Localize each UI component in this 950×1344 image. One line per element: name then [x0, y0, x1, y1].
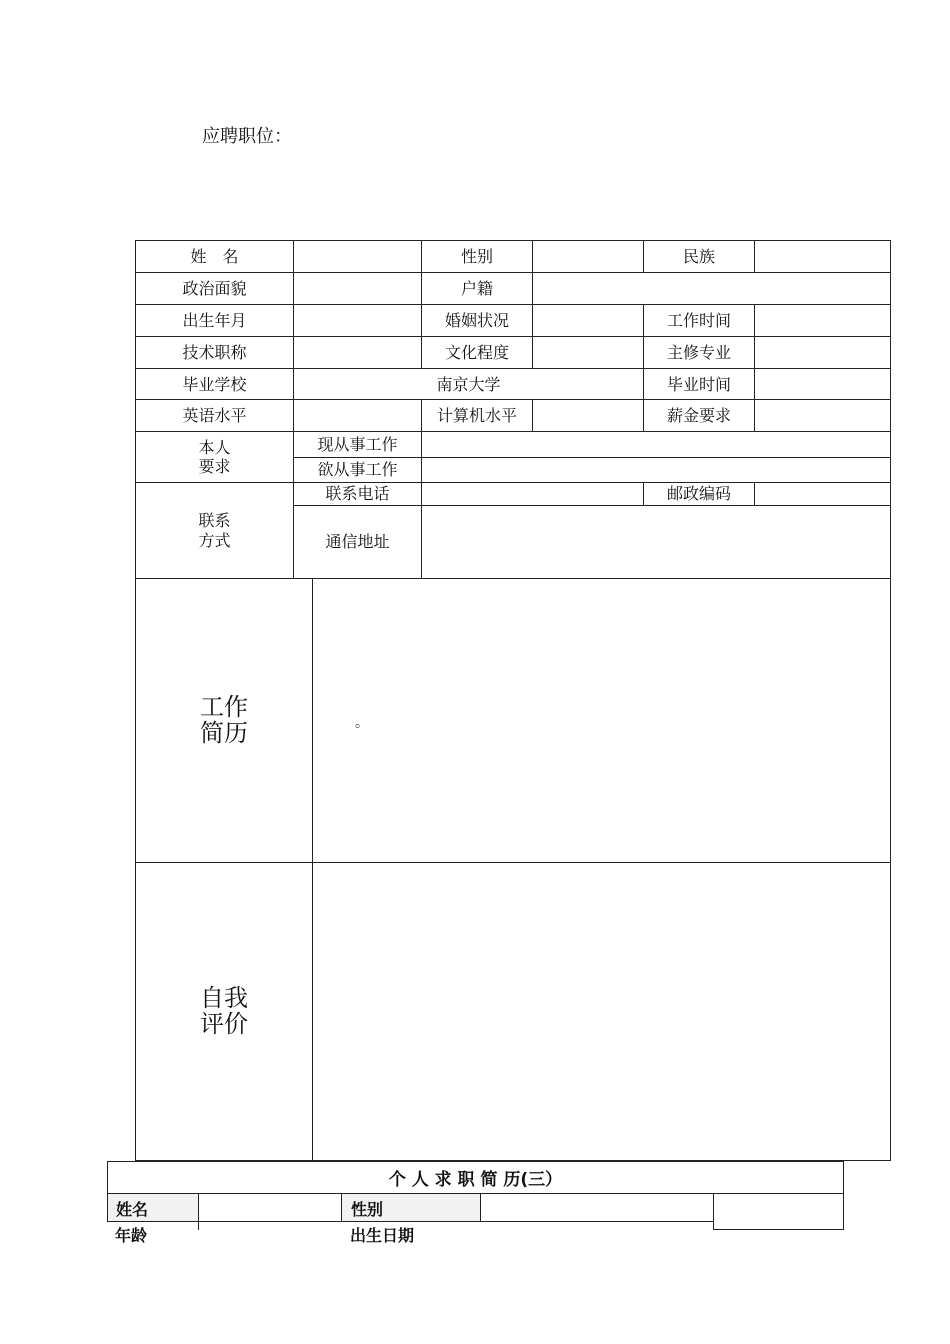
resume-three-title: 个 人 求 职 简 历(三） [388, 1170, 563, 1190]
address-label: 通信地址 [293, 505, 422, 579]
gender-field[interactable] [532, 240, 644, 273]
r3-gender-label-cell [341, 1193, 481, 1222]
computer-label: 计算机水平 [421, 399, 533, 432]
english-label: 英语水平 [135, 399, 294, 432]
title-field[interactable] [293, 336, 422, 369]
self-evaluation-field[interactable] [312, 862, 891, 1161]
requirements-label-line1: 本人 [198, 437, 231, 457]
computer-field[interactable] [532, 399, 644, 432]
name-label: 姓 名 [135, 240, 294, 273]
address-field[interactable] [421, 505, 891, 579]
birth-label: 出生年月 [135, 304, 294, 337]
work-history-label [135, 578, 313, 863]
requirements-label-line2: 要求 [198, 457, 231, 476]
name-field[interactable] [293, 240, 422, 273]
worktime-label: 工作时间 [643, 304, 755, 337]
gradtime-label: 毕业时间 [643, 368, 755, 401]
gender-label: 性别 [421, 240, 533, 273]
title-label: 技术职称 [135, 336, 294, 369]
marital-field[interactable] [532, 304, 644, 337]
contact-label-line2: 方式 [198, 530, 231, 550]
work-history-field[interactable] [312, 578, 891, 863]
r3-name-label: 姓名 [116, 1200, 149, 1219]
resume-three-title-row [107, 1161, 844, 1194]
school-label: 毕业学校 [135, 368, 294, 401]
phone-label: 联系电话 [293, 482, 422, 506]
work-history-mark: 。 [355, 715, 369, 731]
desired-job-field[interactable] [421, 457, 891, 483]
r3-name-field[interactable] [198, 1193, 342, 1222]
political-field[interactable] [293, 272, 422, 305]
postcode-field[interactable] [754, 482, 891, 506]
r3-gender-label: 性别 [351, 1200, 384, 1219]
political-label: 政治面貌 [135, 272, 294, 305]
current-job-field[interactable] [421, 431, 891, 458]
marital-label: 婚姻状况 [421, 304, 533, 337]
major-field[interactable] [754, 336, 891, 369]
r3-age-row-top [198, 1221, 714, 1230]
position-label: 应聘职位： [202, 126, 292, 147]
desired-job-label: 欲从事工作 [293, 457, 422, 483]
contact-label [135, 482, 294, 579]
salary-field[interactable] [754, 399, 891, 432]
major-label: 主修专业 [643, 336, 755, 369]
worktime-field[interactable] [754, 304, 891, 337]
postcode-label: 邮政编码 [643, 482, 755, 506]
hukou-label: 户籍 [421, 272, 533, 305]
ethnicity-label: 民族 [643, 240, 755, 273]
school-field[interactable]: 南京大学 [293, 368, 644, 401]
hukou-field[interactable] [532, 272, 891, 305]
r3-gender-field[interactable] [480, 1193, 714, 1222]
r3-photo-cell[interactable] [713, 1193, 844, 1230]
contact-label-line1: 联系 [198, 511, 231, 531]
salary-label: 薪金要求 [643, 399, 755, 432]
self-evaluation-label [135, 862, 313, 1161]
work-history-line1: 工作 [200, 693, 248, 722]
ethnicity-field[interactable] [754, 240, 891, 273]
phone-field[interactable] [421, 482, 644, 506]
self-evaluation-line1: 自我 [200, 984, 248, 1013]
current-job-label: 现从事工作 [293, 431, 422, 458]
requirements-label [135, 431, 294, 483]
r3-age-label: 年龄 [115, 1226, 148, 1245]
self-evaluation-line2: 评价 [200, 1009, 248, 1038]
r3-name-label-cell [107, 1193, 199, 1222]
education-label: 文化程度 [421, 336, 533, 369]
english-field[interactable] [293, 399, 422, 432]
education-field[interactable] [532, 336, 644, 369]
r3-birthdate-label: 出生日期 [350, 1226, 415, 1245]
gradtime-field[interactable] [754, 368, 891, 401]
work-history-line2: 简历 [200, 718, 248, 747]
birth-field[interactable] [293, 304, 422, 337]
